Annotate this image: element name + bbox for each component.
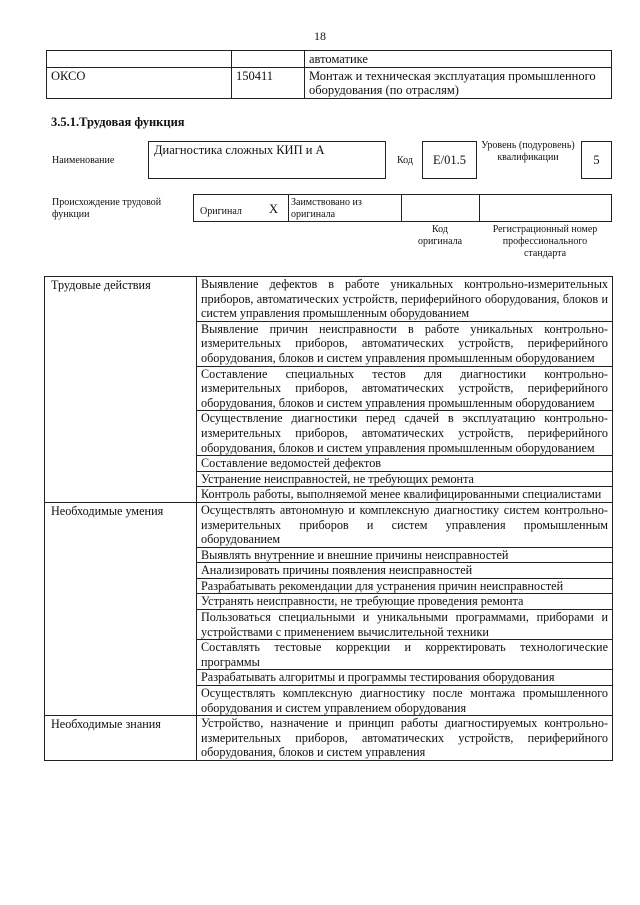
page-number: 18 xyxy=(314,29,326,43)
actions-label: Трудовые действия xyxy=(45,277,197,503)
code-original-label: Код оригинала xyxy=(417,224,463,247)
actions-item: Составление специальных тестов для диагностики контрольно-измерительных приборов, автоматических устройств, периферийного оборудования, блоков и систем управления промышленным оборудованием xyxy=(197,366,613,411)
function-table xyxy=(44,276,613,761)
original-mark: X xyxy=(269,202,279,216)
code-label: Код xyxy=(397,155,413,166)
actions-item: Выявление дефектов в работе уникальных контрольно-измерительных приборов, автоматических устройств, периферийного оборудования, блоков и систем управления промышленным оборудованием xyxy=(197,277,613,322)
original-label: Оригинал xyxy=(200,206,242,217)
skills-item: Осуществлять автономную и комплексную диагностику систем контрольно-измерительных приборов и систем управления промышленным оборудованием xyxy=(197,502,613,547)
okso-desc-cell: автоматике xyxy=(305,51,612,68)
table-row xyxy=(45,716,613,761)
skills-label: Необходимые умения xyxy=(45,502,197,715)
origin-label: Происхождение трудовой функции xyxy=(52,197,162,220)
skills-item: Разрабатывать алгоритмы и программы тестирования оборудования xyxy=(197,670,613,686)
borrowed-label: Заимствовано из оригинала xyxy=(291,197,362,220)
origin-row xyxy=(193,194,612,222)
skills-item: Разрабатывать рекомендации для устранения причин неисправностей xyxy=(197,578,613,594)
knowledge-label: Необходимые знания xyxy=(45,716,197,761)
skills-item: Пользоваться специальными и уникальными программами, приборами и устройствами с применением вычислительной техники xyxy=(197,610,613,640)
name-value: Диагностика сложных КИП и А xyxy=(148,141,386,179)
okso-code-cell: 150411 xyxy=(232,68,305,99)
actions-item: Контроль работы, выполняемой менее квалифицированными специалистами xyxy=(197,487,613,503)
knowledge-item: Устройство, назначение и принцип работы диагностируемых контрольно-измерительных приборов, автоматических устройств, периферийного оборудования, блоков и систем управления xyxy=(197,716,613,761)
okso-label-cell: ОКСО xyxy=(47,68,232,99)
okso-empty-cell xyxy=(47,51,232,68)
okso-code-cell xyxy=(232,51,305,68)
reg-number-label: Регистрационный номер профессионального стандарта xyxy=(492,224,598,259)
table-row xyxy=(47,51,612,68)
level-label: Уровень (подуровень) квалификации xyxy=(481,140,575,163)
level-value: 5 xyxy=(581,141,612,179)
code-value: E/01.5 xyxy=(422,141,477,179)
actions-item: Выявление причин неисправности в работе уникальных контрольно-измерительных приборов, автоматических устройств, периферийного оборудования, блоков и систем управления промышленным оборудованием xyxy=(197,321,613,366)
skills-item: Осуществлять комплексную диагностику после монтажа промышленного оборудования и систем управлением оборудования xyxy=(197,686,613,716)
okso-table xyxy=(46,50,612,99)
skills-item: Составлять тестовые коррекции и корректировать технологические программы xyxy=(197,640,613,670)
section-title: 3.5.1.Трудовая функция xyxy=(51,115,185,129)
skills-item: Анализировать причины появления неисправностей xyxy=(197,563,613,579)
skills-item: Устранять неисправности, не требующие проведения ремонта xyxy=(197,594,613,610)
table-row xyxy=(45,277,613,322)
actions-item: Устранение неисправностей, не требующих ремонта xyxy=(197,471,613,487)
table-row xyxy=(47,68,612,99)
actions-item: Составление ведомостей дефектов xyxy=(197,456,613,472)
name-label: Наименование xyxy=(52,155,115,166)
okso-desc-cell: Монтаж и техническая эксплуатация промышленного оборудования (по отраслям) xyxy=(305,68,612,99)
skills-item: Выявлять внутренние и внешние причины неисправностей xyxy=(197,547,613,563)
actions-item: Осуществление диагностики перед сдачей в эксплуатацию контрольно-измерительных приборов, автоматических устройств, периферийного оборудования, блоков и систем управления промышленным оборудованием xyxy=(197,411,613,456)
table-row xyxy=(45,502,613,547)
